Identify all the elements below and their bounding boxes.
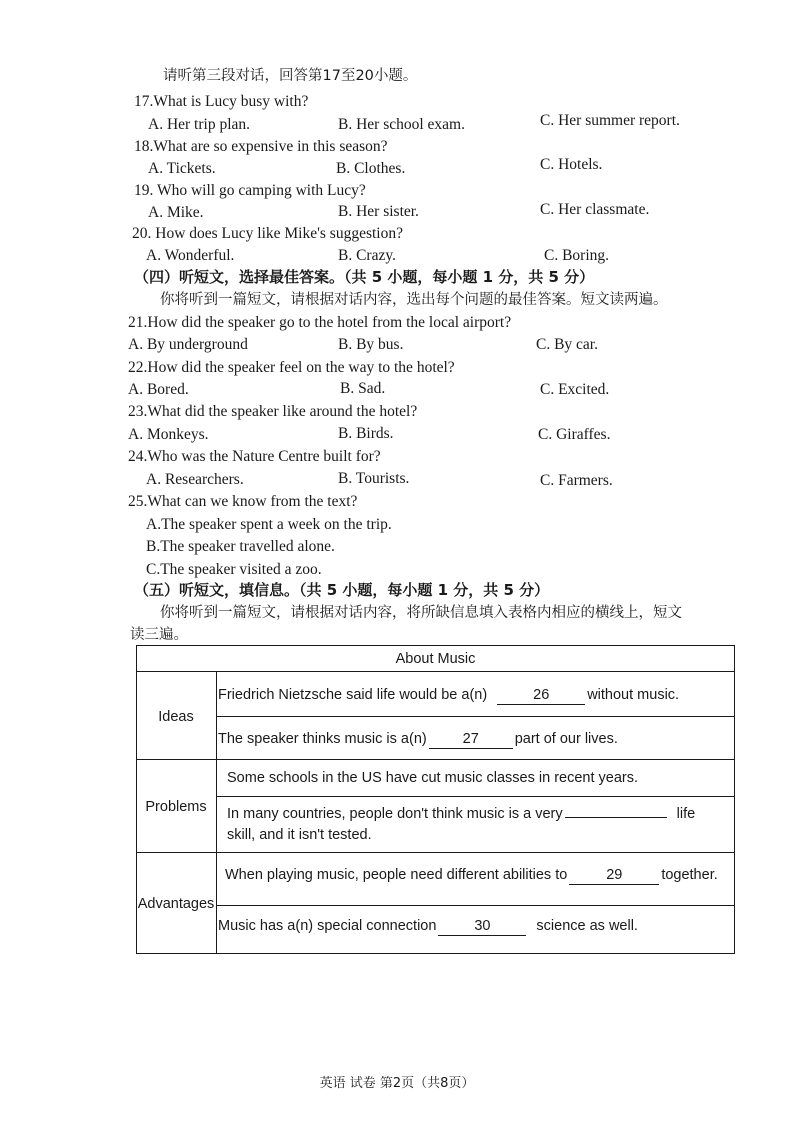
blank-27: 27 bbox=[429, 730, 513, 749]
table-rule bbox=[136, 759, 735, 760]
table-title: About Music bbox=[395, 651, 476, 667]
row-label-ideas: Ideas bbox=[158, 709, 194, 725]
option-23c: C. Giraffes. bbox=[538, 426, 611, 443]
section3-intro: 请听第三段对话，回答第17至20小题。 bbox=[163, 68, 418, 84]
option-21a: A. By underground bbox=[128, 336, 248, 353]
question-18: 18.What are so expensive in this season? bbox=[134, 138, 388, 155]
option-22b: B. Sad. bbox=[340, 380, 386, 397]
ideas-sentence-2-start: The speaker thinks music is a(n) bbox=[218, 731, 427, 747]
option-18a: A. Tickets. bbox=[148, 160, 216, 177]
option-18b: B. Clothes. bbox=[336, 160, 406, 177]
advantages-sentence-2-start: Music has a(n) special connection bbox=[218, 918, 437, 934]
problems-sentence-2-start: In many countries, people don't think music is a very bbox=[227, 806, 563, 822]
row-label-advantages: Advantages bbox=[137, 896, 215, 912]
section5-heading: （五）听短文，填信息。（共 5 小题，每小题 1 分，共 5 分） bbox=[134, 581, 550, 599]
option-19b: B. Her sister. bbox=[338, 203, 419, 220]
advantages-sentence-1-start: When playing music, people need different abilities to bbox=[225, 867, 568, 883]
table-rule bbox=[216, 716, 735, 717]
ideas-sentence-1-start: Friedrich Nietzsche said life would be a(n) bbox=[218, 687, 488, 703]
option-21c: C. By car. bbox=[536, 336, 598, 353]
question-21: 21.How did the speaker go to the hotel from the local airport? bbox=[128, 314, 512, 331]
option-24a: A. Researchers. bbox=[146, 471, 244, 488]
problems-sentence-1: Some schools in the US have cut music classes in recent years. bbox=[227, 770, 639, 786]
row-label-problems: Problems bbox=[145, 799, 207, 815]
problems-sentence-2-continued: skill, and it isn't tested. bbox=[227, 827, 372, 843]
option-20b: B. Crazy. bbox=[338, 247, 396, 264]
option-23a: A. Monkeys. bbox=[128, 426, 209, 443]
page-footer: 英语 试卷 第2页（共8页） bbox=[319, 1076, 475, 1091]
option-25b: B.The speaker travelled alone. bbox=[146, 538, 335, 555]
section4-instruction: 你将听到一篇短文，请根据对话内容，选出每个问题的最佳答案。短文读两遍。 bbox=[160, 292, 668, 308]
option-21b: B. By bus. bbox=[338, 336, 404, 353]
ideas-sentence-2-end: part of our lives. bbox=[514, 731, 618, 747]
blank-28 bbox=[565, 817, 667, 818]
option-23b: B. Birds. bbox=[338, 425, 394, 442]
blank-26: 26 bbox=[497, 686, 585, 705]
question-22: 22.How did the speaker feel on the way to the hotel? bbox=[128, 359, 455, 376]
option-25c: C.The speaker visited a zoo. bbox=[146, 561, 322, 578]
option-20a: A. Wonderful. bbox=[146, 247, 235, 264]
question-25: 25.What can we know from the text? bbox=[128, 493, 358, 510]
option-25a: A.The speaker spent a week on the trip. bbox=[146, 516, 392, 533]
ideas-sentence-2 bbox=[218, 730, 618, 749]
advantages-sentence-1-end: together. bbox=[661, 867, 718, 883]
option-18c: C. Hotels. bbox=[540, 156, 603, 173]
table-column-divider bbox=[216, 671, 217, 954]
problems-sentence-2 bbox=[227, 805, 695, 823]
question-19: 19. Who will go camping with Lucy? bbox=[134, 182, 366, 199]
question-20: 20. How does Lucy like Mike's suggestion? bbox=[132, 225, 403, 242]
advantages-sentence-1 bbox=[225, 866, 718, 885]
problems-sentence-2-end: life bbox=[676, 806, 696, 822]
option-17b: B. Her school exam. bbox=[338, 116, 465, 133]
table-rule bbox=[136, 671, 735, 672]
ideas-sentence-1-end: without music. bbox=[587, 687, 680, 703]
section5-instruction-line1: 你将听到一篇短文，请根据对话内容，将所缺信息填入表格内相应的横线上，短文 bbox=[160, 605, 682, 621]
option-20c: C. Boring. bbox=[544, 247, 610, 264]
ideas-sentence-1 bbox=[218, 686, 679, 705]
option-22c: C. Excited. bbox=[540, 381, 610, 398]
blank-29: 29 bbox=[569, 866, 659, 885]
table-rule bbox=[216, 796, 735, 797]
question-24: 24.Who was the Nature Centre built for? bbox=[128, 448, 381, 465]
blank-30: 30 bbox=[438, 917, 526, 936]
option-22a: A. Bored. bbox=[128, 381, 189, 398]
advantages-sentence-2-end: science as well. bbox=[536, 918, 638, 934]
section5-instruction-line2: 读三遍。 bbox=[130, 627, 188, 643]
table-rule bbox=[216, 905, 735, 906]
advantages-sentence-2 bbox=[218, 917, 638, 936]
table-rule bbox=[136, 852, 735, 853]
option-19a: A. Mike. bbox=[148, 204, 204, 221]
option-19c: C. Her classmate. bbox=[540, 201, 650, 218]
option-24b: B. Tourists. bbox=[338, 470, 410, 487]
option-17c: C. Her summer report. bbox=[540, 112, 680, 129]
option-24c: C. Farmers. bbox=[540, 472, 613, 489]
question-17: 17.What is Lucy busy with? bbox=[134, 93, 309, 110]
section4-heading: （四）听短文，选择最佳答案。（共 5 小题，每小题 1 分，共 5 分） bbox=[134, 268, 595, 286]
option-17a: A. Her trip plan. bbox=[148, 116, 251, 133]
question-23: 23.What did the speaker like around the hotel? bbox=[128, 403, 418, 420]
